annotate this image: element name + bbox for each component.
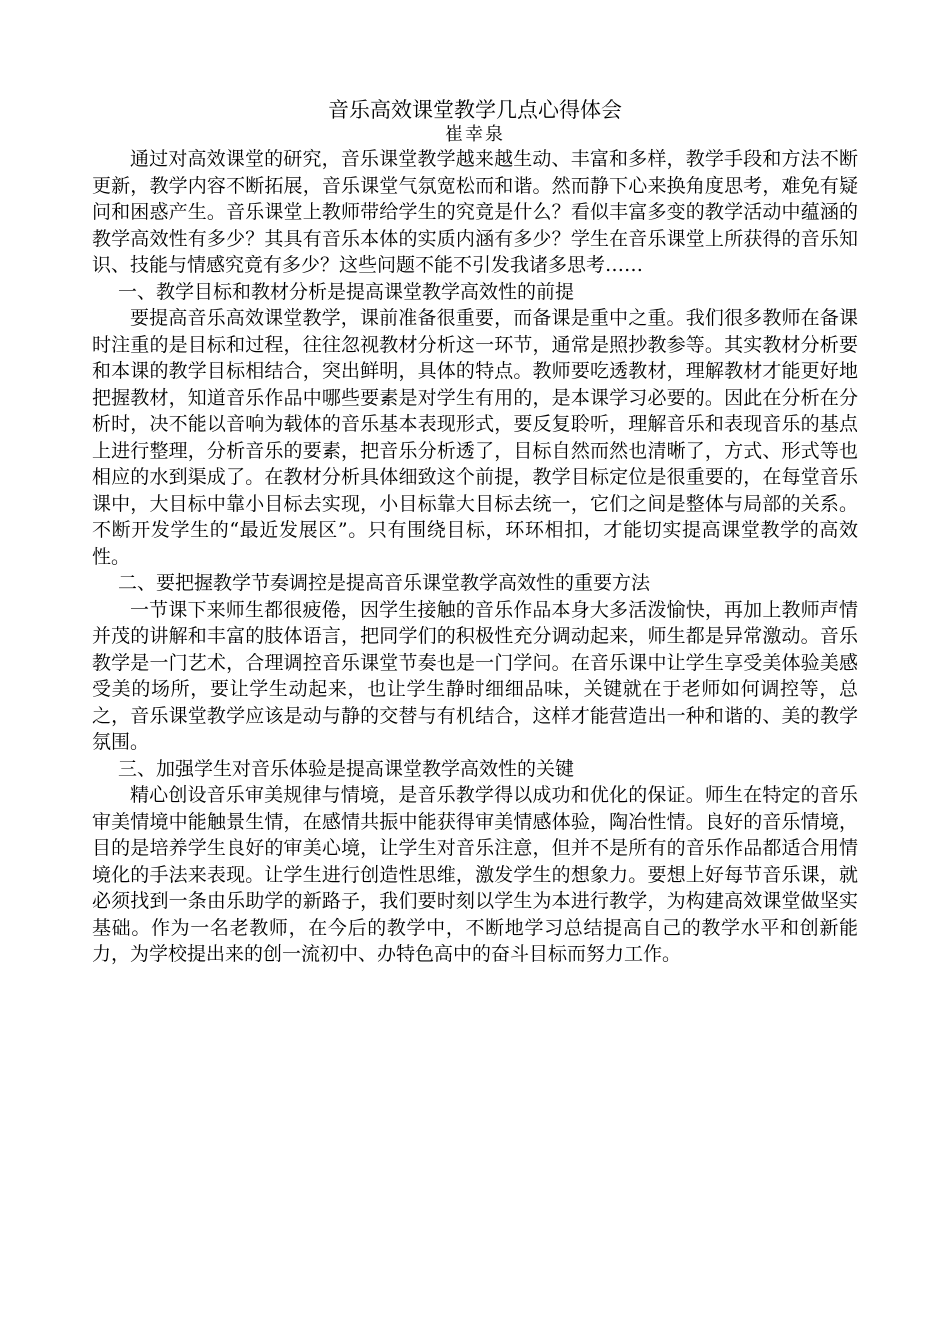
section-2-heading: 二、要把握教学节奏调控是提高音乐课堂教学高效性的重要方法 <box>118 572 651 594</box>
section-2-body: 一节课下来师生都很疲倦，因学生接触的音乐作品本身大多活泼愉快，再加上教师声情并茂的讲解和丰富的肢体语言，把同学们的积极性充分调动起来，师生都是异常激动。音乐教学是一门艺术，合理调控音乐课堂节奏也是一门学问。在音乐课中让学生享受美体验美感受美的场所，要让学生动起来，也让学生静时细细品味，关键就在于老师如何调控等，总之，音乐课堂教学应该是动与静的交替与有机结合，这样才能营造出一种和谐的、美的教学氛围。 <box>92 598 858 753</box>
document-page <box>92 96 858 968</box>
section-3-body: 精心创设音乐审美规律与情境，是音乐教学得以成功和优化的保证。师生在特定的音乐审美情境中能触景生情，在感情共振中能获得审美情感体验，陶冶性情。良好的音乐情境，目的是培养学生良好的审美心境，让学生对音乐注意，但并不是所有的音乐作品都适合用情境化的手法来表现。让学生进行创造性思维，激发学生的想象力。要想上好每节音乐课，就必须找到一条由乐助学的新路子，我们要时刻以学生为本进行教学，为构建高效课堂做坚实基础。作为一名老教师，在今后的教学中，不断地学习总结提高自己的教学水平和创新能力，为学校提出来的创一流初中、办特色高中的奋斗目标而努力工作。 <box>92 784 858 965</box>
section-3-heading: 三、加强学生对音乐体验是提高课堂教学高效性的关键 <box>118 757 575 780</box>
intro-paragraph: 通过对高效课堂的研究，音乐课堂教学越来越生动、丰富和多样，教学手段和方法不断更新，教学内容不断拓展，音乐课堂气氛宽松而和谐。然而静下心来换角度思考，难免有疑问和困惑产生。音乐课堂上教师带给学生的究竟是什么？看似丰富多变的教学活动中蕴涵的教学高效性有多少？其具有音乐本体的实质内涵有多少？学生在音乐课堂上所获得的音乐知识、技能与情感究竟有多少？这些问题不能不引发我诸多思考…… <box>92 148 858 276</box>
section-1-body: 要提高音乐高效课堂教学，课前准备很重要，而备课是重中之重。我们很多教师在备课时注重的是目标和过程，往往忽视教材分析这一环节，通常是照抄教参等。其实教材分析要和本课的教学目标相结合，突出鲜明，具体的特点。教师要吃透教材，理解教材才能更好地把握教材，知道音乐作品中哪些要素是对学生有用的，是本课学习必要的。因此在分析在分析时，决不能以音响为载体的音乐基本表现形式，要反复聆听，理解音乐和表现音乐的基点上进行整理，分析音乐的要素，把音乐分析透了，目标自然而然也清晰了，方式、形式等也相应的水到渠成了。在教材分析具体细致这个前提，教学目标定位是很重要的，在每堂音乐课中，大目标中靠小目标去实现，小目标靠大目标去统一，它们之间是整体与局部的关系。不断开发学生的“最近发展区”。只有围绕目标，环环相扣，才能切实提高课堂教学的高效性。 <box>92 307 858 568</box>
section-1-heading: 一、教学目标和教材分析是提高课堂教学高效性的前提 <box>118 280 575 303</box>
document-title: 音乐高效课堂教学几点心得体会 <box>328 98 622 122</box>
document-author: 崔幸泉 <box>445 124 505 145</box>
